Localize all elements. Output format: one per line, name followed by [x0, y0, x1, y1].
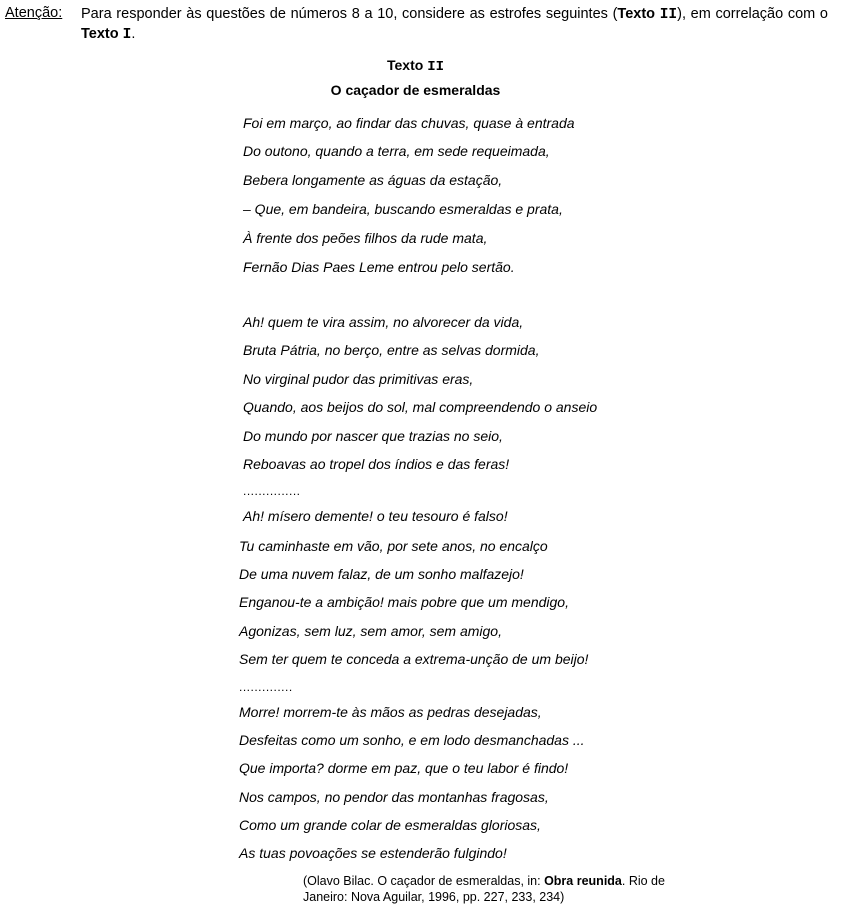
- citation-text: (Olavo Bilac. O caçador de esmeraldas, in:: [303, 874, 545, 888]
- citation-publisher: . Rio de Janeiro: Nova Aguilar, 1996, pp. 227, 233, 234): [303, 874, 665, 904]
- verse-line: Agonizas, sem luz, sem amor, sem amigo,: [239, 623, 502, 639]
- verse-line: No virginal pudor das primitivas eras,: [243, 371, 474, 387]
- ellipsis-separator: ..............: [239, 680, 293, 694]
- verse-line: Sem ter quem te conceda a extrema-unção de um beijo!: [239, 651, 589, 667]
- ellipsis-separator: ...............: [243, 484, 301, 498]
- verse-line: Como um grande colar de esmeraldas gloriosas,: [239, 817, 541, 833]
- verse-line: Que importa? dorme em paz, que o teu labor é findo!: [239, 760, 569, 776]
- verse-line: Nos campos, no pendor das montanhas fragosas,: [239, 789, 549, 805]
- verse-line: Ah! quem te vira assim, no alvorecer da vida,: [243, 314, 524, 330]
- instructions-end: .: [131, 26, 136, 42]
- citation-work-title: Obra reunida: [544, 874, 622, 888]
- texto-ref-i: [81, 26, 131, 42]
- verse-line: Ah! mísero demente! o teu tesouro é falso!: [243, 508, 508, 524]
- heading-word: Texto: [386, 57, 424, 73]
- roman-i: I: [122, 27, 132, 43]
- verse-line: Reboavas ao tropel dos índios e das feras!: [243, 456, 510, 472]
- attention-instructions: [81, 5, 828, 45]
- verse-line: À frente dos peões filhos da rude mata,: [243, 230, 488, 246]
- verse-line: Morre! morrem-te às mãos as pedras desejadas,: [239, 704, 542, 720]
- poem-heading: [0, 57, 831, 75]
- attention-label: Atenção:: [5, 5, 63, 21]
- poem-title: O caçador de esmeraldas: [330, 82, 501, 98]
- verse-line: Bruta Pátria, no berço, entre as selvas dormida,: [243, 342, 540, 358]
- texto-word-2: Texto: [81, 26, 119, 42]
- roman-ii: II: [659, 7, 678, 23]
- verse-line: Tu caminhaste em vão, por sete anos, no encalço: [239, 538, 548, 554]
- instructions-middle: ), em correlação com o: [677, 6, 829, 22]
- instructions-text: Para responder às questões de números 8 a 10, considere as estrofes seguintes (: [81, 6, 618, 22]
- citation: [303, 873, 683, 905]
- verse-line: – Que, em bandeira, buscando esmeraldas e prata,: [243, 201, 563, 217]
- verse-line: Quando, aos beijos do sol, mal compreendendo o anseio: [243, 399, 598, 415]
- texto-ref-ii: [617, 6, 677, 22]
- verse-line: Enganou-te a ambição! mais pobre que um mendigo,: [239, 594, 569, 610]
- verse-line: Do outono, quando a terra, em sede requeimada,: [243, 143, 550, 159]
- verse-line: Desfeitas como um sonho, e em lodo desmanchadas ...: [239, 732, 585, 748]
- verse-line: De uma nuvem falaz, de um sonho malfazejo!: [239, 566, 524, 582]
- verse-line: Do mundo por nascer que trazias no seio,: [243, 428, 503, 444]
- verse-line: Bebera longamente as águas da estação,: [243, 172, 503, 188]
- verse-line: Fernão Dias Paes Leme entrou pelo sertão.: [243, 259, 515, 275]
- heading-number: II: [427, 59, 444, 75]
- verse-line: Foi em março, ao findar das chuvas, quase à entrada: [243, 115, 575, 131]
- texto-word: Texto: [617, 6, 656, 22]
- verse-line: As tuas povoações se estenderão fulgindo!: [239, 845, 507, 861]
